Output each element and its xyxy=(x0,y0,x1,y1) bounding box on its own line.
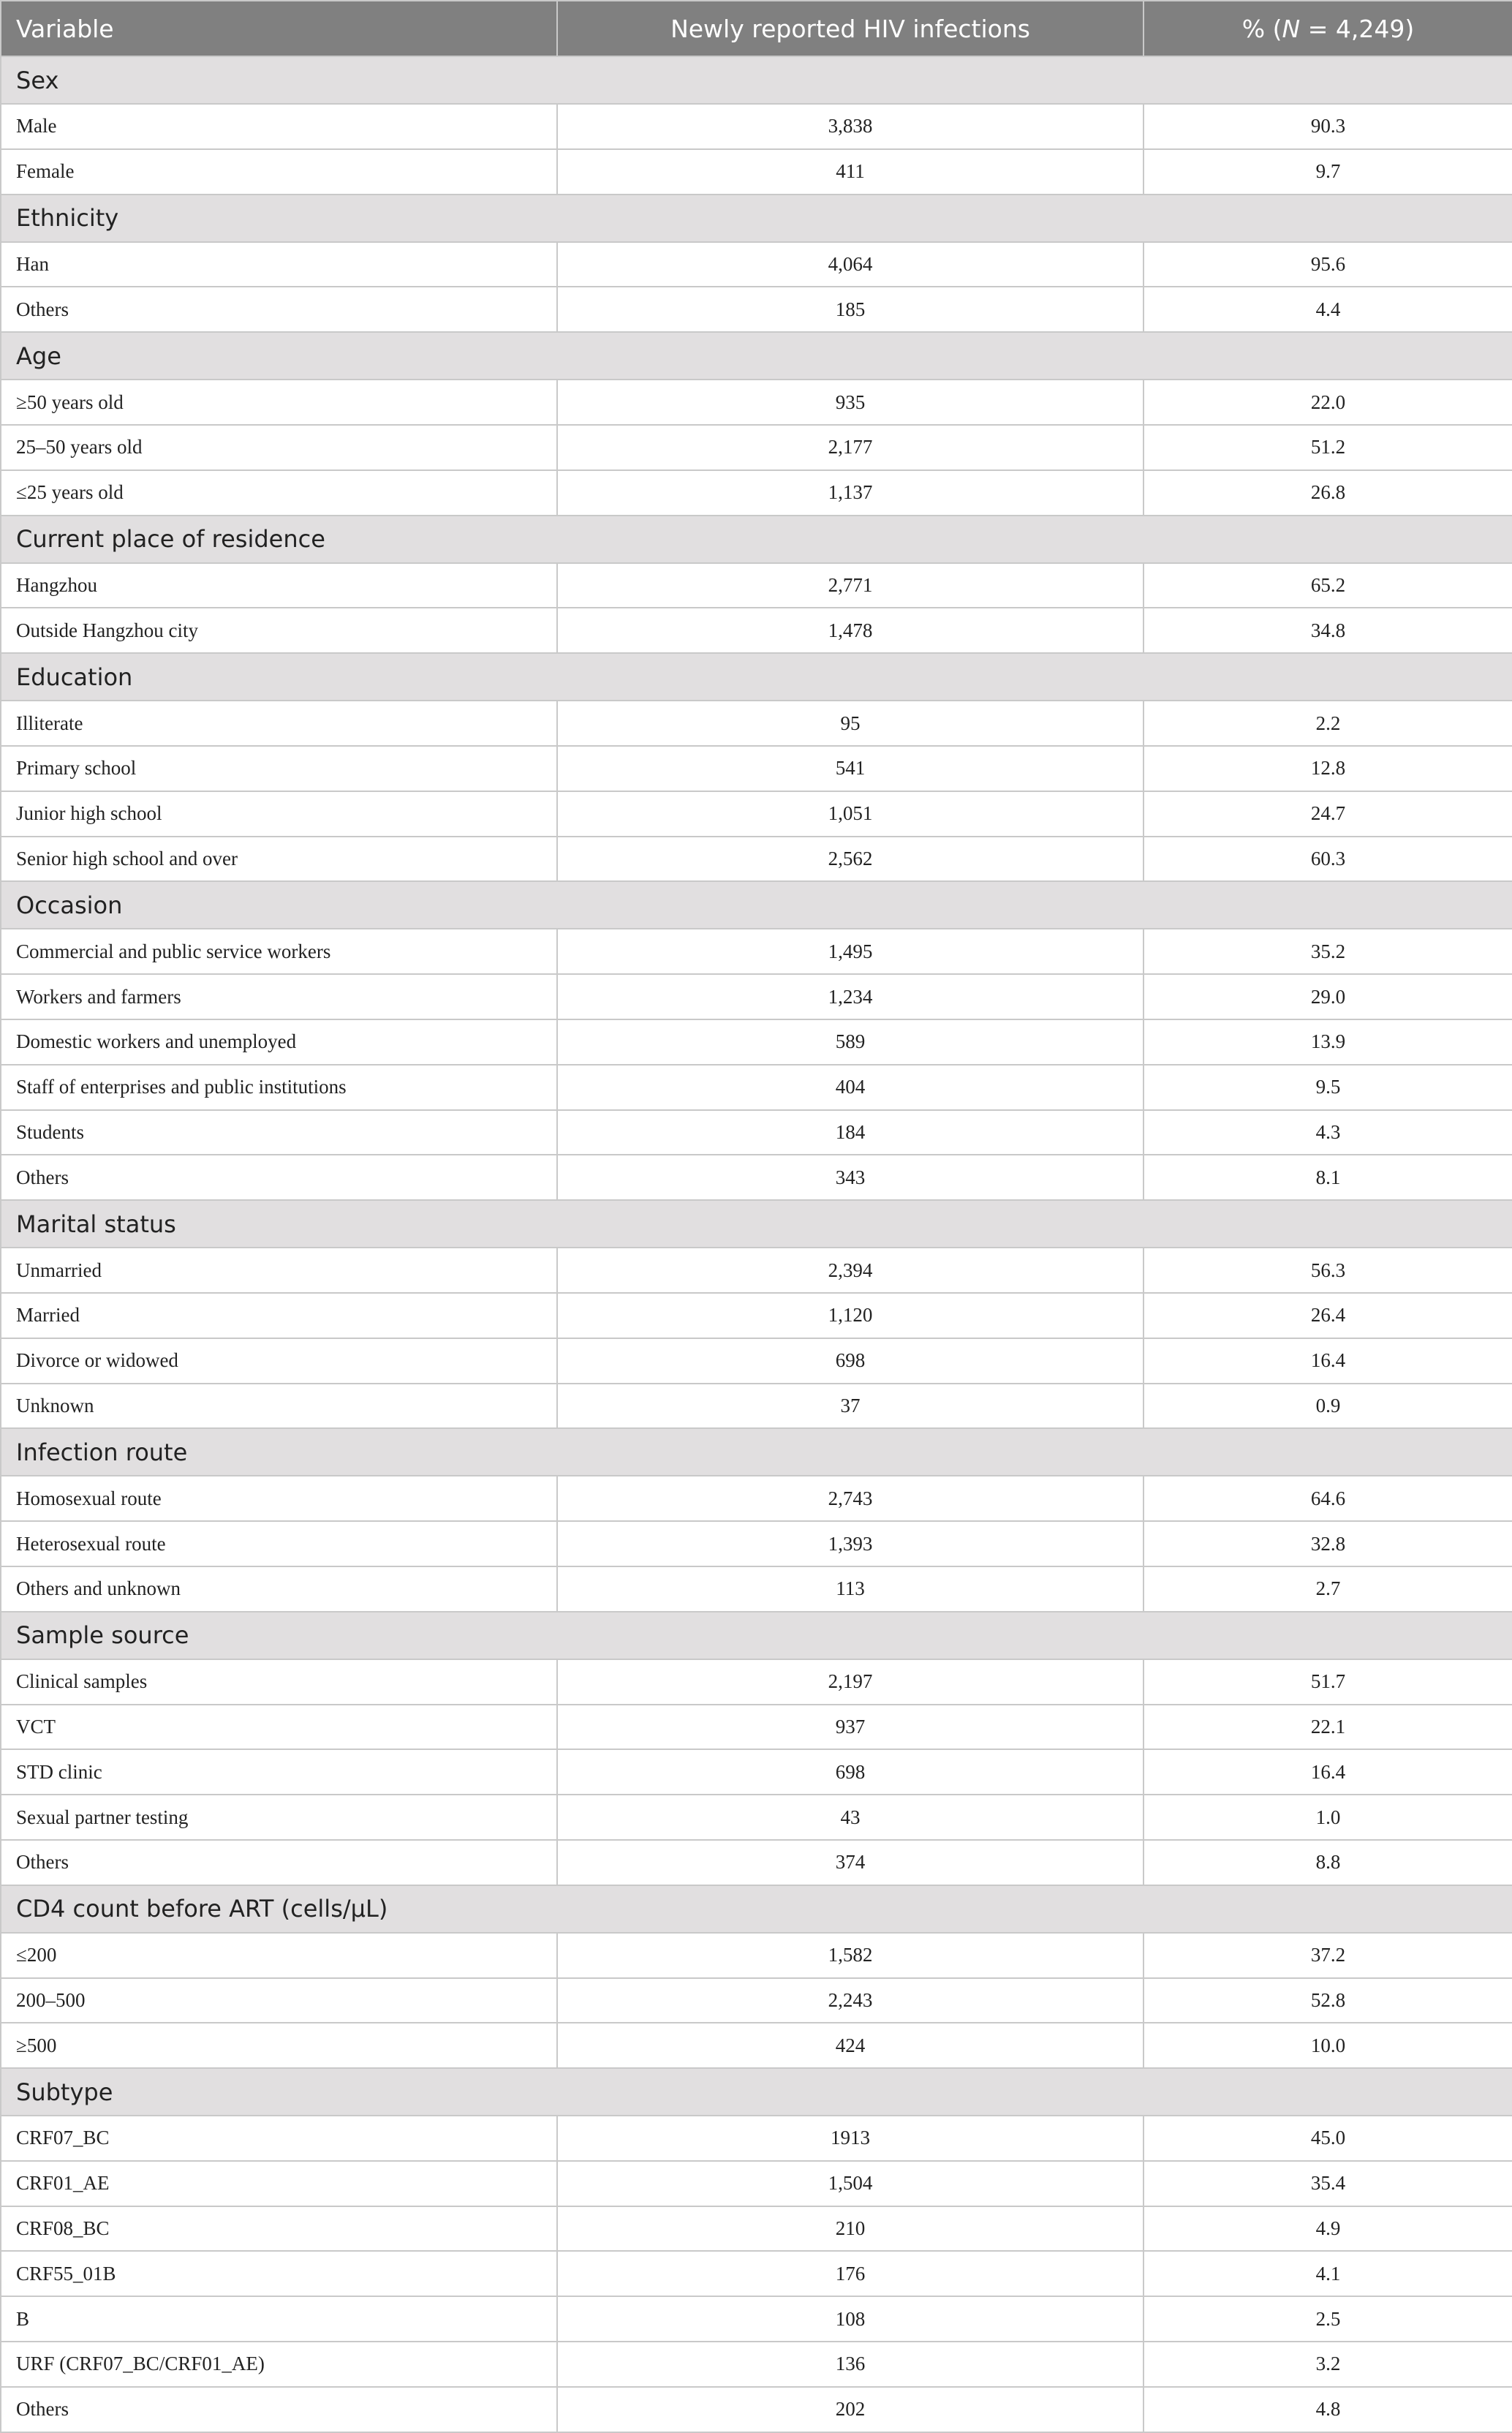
section-row xyxy=(1,332,1512,380)
variable-cell: ≤25 years old xyxy=(1,470,557,516)
section-title: Ethnicity xyxy=(1,195,1512,242)
percent-cell: 4.4 xyxy=(1144,287,1512,332)
count-cell: 374 xyxy=(557,1840,1144,1885)
count-cell: 210 xyxy=(557,2206,1144,2252)
variable-cell: CRF01_AE xyxy=(1,2161,557,2206)
variable-cell: CRF55_01B xyxy=(1,2251,557,2296)
variable-cell: ≥500 xyxy=(1,2023,557,2068)
header-variable: Variable xyxy=(1,1,557,56)
variable-cell: Others xyxy=(1,2387,557,2432)
count-cell: 3,838 xyxy=(557,104,1144,149)
section-row xyxy=(1,653,1512,701)
variable-cell: Staff of enterprises and public institutions xyxy=(1,1065,557,1110)
table-row xyxy=(1,425,1512,470)
section-row xyxy=(1,56,1512,104)
variable-cell: Outside Hangzhou city xyxy=(1,608,557,653)
percent-cell: 51.7 xyxy=(1144,1659,1512,1705)
percent-cell: 9.7 xyxy=(1144,149,1512,195)
count-cell: 108 xyxy=(557,2296,1144,2342)
count-cell: 2,771 xyxy=(557,563,1144,608)
variable-cell: Commercial and public service workers xyxy=(1,929,557,974)
percent-cell: 3.2 xyxy=(1144,2342,1512,2387)
percent-cell: 4.8 xyxy=(1144,2387,1512,2432)
variable-cell: Others xyxy=(1,1155,557,1200)
variable-cell: Sexual partner testing xyxy=(1,1795,557,1840)
variable-cell: CRF08_BC xyxy=(1,2206,557,2252)
variable-cell: Others xyxy=(1,287,557,332)
percent-cell: 34.8 xyxy=(1144,608,1512,653)
table-row xyxy=(1,1384,1512,1429)
table-row xyxy=(1,1476,1512,1521)
table-row xyxy=(1,1338,1512,1384)
count-cell: 1,582 xyxy=(557,1933,1144,1978)
section-row xyxy=(1,1428,1512,1476)
table-row xyxy=(1,746,1512,791)
variable-cell: 25–50 years old xyxy=(1,425,557,470)
section-row xyxy=(1,1200,1512,1248)
table-row xyxy=(1,1705,1512,1750)
section-row xyxy=(1,2068,1512,2116)
count-cell: 185 xyxy=(557,287,1144,332)
percent-cell: 2.7 xyxy=(1144,1566,1512,1612)
header-row xyxy=(1,1,1512,56)
percent-cell: 1.0 xyxy=(1144,1795,1512,1840)
percent-cell: 2.5 xyxy=(1144,2296,1512,2342)
count-cell: 698 xyxy=(557,1749,1144,1795)
percent-cell: 12.8 xyxy=(1144,746,1512,791)
count-cell: 698 xyxy=(557,1338,1144,1384)
section-title: Marital status xyxy=(1,1200,1512,1248)
variable-cell: CRF07_BC xyxy=(1,2116,557,2161)
section-row xyxy=(1,1885,1512,1933)
percent-cell: 35.4 xyxy=(1144,2161,1512,2206)
variable-cell: Married xyxy=(1,1293,557,1338)
percent-cell: 8.8 xyxy=(1144,1840,1512,1885)
table-row xyxy=(1,380,1512,425)
count-cell: 343 xyxy=(557,1155,1144,1200)
count-cell: 411 xyxy=(557,149,1144,195)
variable-cell: Unmarried xyxy=(1,1248,557,1293)
table-row xyxy=(1,2296,1512,2342)
count-cell: 424 xyxy=(557,2023,1144,2068)
percent-cell: 26.8 xyxy=(1144,470,1512,516)
variable-cell: B xyxy=(1,2296,557,2342)
section-title: Sex xyxy=(1,56,1512,104)
variable-cell: Homosexual route xyxy=(1,1476,557,1521)
table-row xyxy=(1,2206,1512,2252)
table-row xyxy=(1,104,1512,149)
variable-cell: ≤200 xyxy=(1,1933,557,1978)
variable-cell: Others and unknown xyxy=(1,1566,557,1612)
percent-cell: 8.1 xyxy=(1144,1155,1512,1200)
section-row xyxy=(1,516,1512,563)
variable-cell: Primary school xyxy=(1,746,557,791)
table-row xyxy=(1,1248,1512,1293)
count-cell: 1,120 xyxy=(557,1293,1144,1338)
variable-cell: URF (CRF07_BC/CRF01_AE) xyxy=(1,2342,557,2387)
variable-cell: Illiterate xyxy=(1,701,557,746)
count-cell: 937 xyxy=(557,1705,1144,1750)
table-row xyxy=(1,470,1512,516)
header-percent-n: N xyxy=(1282,14,1301,43)
variable-cell: Heterosexual route xyxy=(1,1521,557,1566)
table-row xyxy=(1,287,1512,332)
table-row xyxy=(1,2116,1512,2161)
table-row xyxy=(1,1795,1512,1840)
table-row xyxy=(1,1155,1512,1200)
percent-cell: 24.7 xyxy=(1144,791,1512,837)
table-row xyxy=(1,242,1512,287)
variable-cell: STD clinic xyxy=(1,1749,557,1795)
percent-cell: 29.0 xyxy=(1144,974,1512,1019)
table-body xyxy=(1,56,1512,2432)
variable-cell: Han xyxy=(1,242,557,287)
table-row xyxy=(1,1933,1512,1978)
count-cell: 136 xyxy=(557,2342,1144,2387)
percent-cell: 2.2 xyxy=(1144,701,1512,746)
count-cell: 1,137 xyxy=(557,470,1144,516)
percent-cell: 95.6 xyxy=(1144,242,1512,287)
count-cell: 935 xyxy=(557,380,1144,425)
count-cell: 2,743 xyxy=(557,1476,1144,1521)
table-row xyxy=(1,149,1512,195)
variable-cell: Others xyxy=(1,1840,557,1885)
variable-cell: Students xyxy=(1,1110,557,1155)
table-row xyxy=(1,791,1512,837)
count-cell: 113 xyxy=(557,1566,1144,1612)
count-cell: 1,051 xyxy=(557,791,1144,837)
count-cell: 37 xyxy=(557,1384,1144,1429)
percent-cell: 9.5 xyxy=(1144,1065,1512,1110)
variable-cell: ≥50 years old xyxy=(1,380,557,425)
section-title: Sample source xyxy=(1,1612,1512,1659)
percent-cell: 52.8 xyxy=(1144,1978,1512,2023)
count-cell: 2,394 xyxy=(557,1248,1144,1293)
count-cell: 1,234 xyxy=(557,974,1144,1019)
count-cell: 184 xyxy=(557,1110,1144,1155)
table-row xyxy=(1,563,1512,608)
count-cell: 589 xyxy=(557,1019,1144,1065)
percent-cell: 10.0 xyxy=(1144,2023,1512,2068)
percent-cell: 4.3 xyxy=(1144,1110,1512,1155)
percent-cell: 0.9 xyxy=(1144,1384,1512,1429)
header-percent xyxy=(1144,1,1512,56)
count-cell: 2,177 xyxy=(557,425,1144,470)
count-cell: 95 xyxy=(557,701,1144,746)
table-row xyxy=(1,2023,1512,2068)
count-cell: 1,393 xyxy=(557,1521,1144,1566)
table-row xyxy=(1,1521,1512,1566)
percent-cell: 4.9 xyxy=(1144,2206,1512,2252)
percent-cell: 37.2 xyxy=(1144,1933,1512,1978)
percent-cell: 13.9 xyxy=(1144,1019,1512,1065)
percent-cell: 60.3 xyxy=(1144,837,1512,882)
table-row xyxy=(1,608,1512,653)
table-row xyxy=(1,2251,1512,2296)
count-cell: 1,478 xyxy=(557,608,1144,653)
table-row xyxy=(1,1566,1512,1612)
section-title: Occasion xyxy=(1,881,1512,929)
percent-cell: 35.2 xyxy=(1144,929,1512,974)
percent-cell: 16.4 xyxy=(1144,1338,1512,1384)
percent-cell: 32.8 xyxy=(1144,1521,1512,1566)
header-count: Newly reported HIV infections xyxy=(557,1,1144,56)
percent-cell: 26.4 xyxy=(1144,1293,1512,1338)
section-title: Infection route xyxy=(1,1428,1512,1476)
section-title: Current place of residence xyxy=(1,516,1512,563)
table-row xyxy=(1,1659,1512,1705)
count-cell: 176 xyxy=(557,2251,1144,2296)
section-title: Subtype xyxy=(1,2068,1512,2116)
variable-cell: Male xyxy=(1,104,557,149)
variable-cell: Divorce or widowed xyxy=(1,1338,557,1384)
percent-cell: 56.3 xyxy=(1144,1248,1512,1293)
count-cell: 43 xyxy=(557,1795,1144,1840)
table-row xyxy=(1,2342,1512,2387)
section-row xyxy=(1,195,1512,242)
section-title: Age xyxy=(1,332,1512,380)
variable-cell: VCT xyxy=(1,1705,557,1750)
count-cell: 1913 xyxy=(557,2116,1144,2161)
section-title: Education xyxy=(1,653,1512,701)
percent-cell: 90.3 xyxy=(1144,104,1512,149)
variable-cell: Hangzhou xyxy=(1,563,557,608)
percent-cell: 22.0 xyxy=(1144,380,1512,425)
variable-cell: Unknown xyxy=(1,1384,557,1429)
table-row xyxy=(1,1019,1512,1065)
section-title: CD4 count before ART (cells/μL) xyxy=(1,1885,1512,1933)
percent-cell: 45.0 xyxy=(1144,2116,1512,2161)
table-row xyxy=(1,1065,1512,1110)
count-cell: 2,197 xyxy=(557,1659,1144,1705)
header-percent-suffix: = 4,249) xyxy=(1300,14,1415,43)
table-row xyxy=(1,837,1512,882)
count-cell: 404 xyxy=(557,1065,1144,1110)
count-cell: 202 xyxy=(557,2387,1144,2432)
percent-cell: 51.2 xyxy=(1144,425,1512,470)
table-row xyxy=(1,1978,1512,2023)
variable-cell: Clinical samples xyxy=(1,1659,557,1705)
count-cell: 541 xyxy=(557,746,1144,791)
count-cell: 1,504 xyxy=(557,2161,1144,2206)
variable-cell: Domestic workers and unemployed xyxy=(1,1019,557,1065)
table-row xyxy=(1,2387,1512,2432)
section-row xyxy=(1,881,1512,929)
percent-cell: 65.2 xyxy=(1144,563,1512,608)
table-row xyxy=(1,701,1512,746)
percent-cell: 64.6 xyxy=(1144,1476,1512,1521)
variable-cell: Workers and farmers xyxy=(1,974,557,1019)
variable-cell: Junior high school xyxy=(1,791,557,837)
variable-cell: Female xyxy=(1,149,557,195)
variable-cell: Senior high school and over xyxy=(1,837,557,882)
count-cell: 4,064 xyxy=(557,242,1144,287)
header-percent-prefix: % ( xyxy=(1241,14,1282,43)
table-row xyxy=(1,1840,1512,1885)
percent-cell: 16.4 xyxy=(1144,1749,1512,1795)
table-row xyxy=(1,1293,1512,1338)
variable-cell: 200–500 xyxy=(1,1978,557,2023)
table-row xyxy=(1,1749,1512,1795)
table-row xyxy=(1,929,1512,974)
count-cell: 2,243 xyxy=(557,1978,1144,2023)
count-cell: 1,495 xyxy=(557,929,1144,974)
table-row xyxy=(1,2161,1512,2206)
section-row xyxy=(1,1612,1512,1659)
table-row xyxy=(1,1110,1512,1155)
percent-cell: 22.1 xyxy=(1144,1705,1512,1750)
percent-cell: 4.1 xyxy=(1144,2251,1512,2296)
table-row xyxy=(1,974,1512,1019)
count-cell: 2,562 xyxy=(557,837,1144,882)
